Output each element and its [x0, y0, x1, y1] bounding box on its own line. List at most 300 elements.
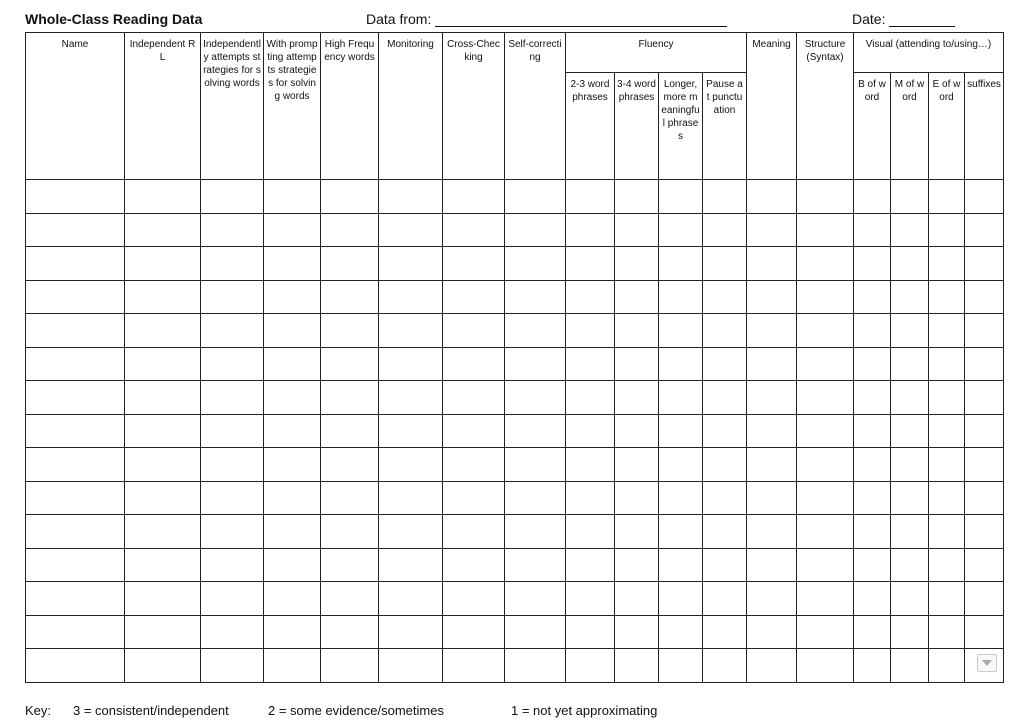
- table-cell[interactable]: [26, 649, 125, 683]
- table-cell[interactable]: [264, 247, 321, 281]
- table-cell[interactable]: [201, 515, 264, 549]
- table-cell[interactable]: [379, 481, 443, 515]
- col-header-visual: Visual (attending to/using…): [854, 33, 1004, 73]
- col-header-structure: Structure (Syntax): [797, 33, 854, 180]
- table-cell[interactable]: [566, 347, 615, 381]
- table-cell[interactable]: [26, 615, 125, 649]
- table-cell[interactable]: [379, 649, 443, 683]
- table-cell[interactable]: [321, 280, 379, 314]
- table-cell[interactable]: [891, 280, 929, 314]
- col-header-visual-sub: M of word: [891, 73, 929, 180]
- table-cell[interactable]: [443, 548, 505, 582]
- table-cell[interactable]: [659, 582, 703, 616]
- table-cell[interactable]: [929, 381, 965, 415]
- table-cell[interactable]: [505, 414, 566, 448]
- table-cell[interactable]: [505, 213, 566, 247]
- table-cell[interactable]: [965, 481, 1004, 515]
- table-cell[interactable]: [929, 448, 965, 482]
- table-cell[interactable]: [659, 548, 703, 582]
- table-cell[interactable]: [854, 582, 891, 616]
- table-cell[interactable]: [965, 381, 1004, 415]
- table-cell[interactable]: [929, 314, 965, 348]
- table-cell[interactable]: [929, 548, 965, 582]
- date-label: Date:: [852, 11, 886, 27]
- table-cell[interactable]: [264, 615, 321, 649]
- table-cell[interactable]: [321, 180, 379, 214]
- table-cell[interactable]: [379, 615, 443, 649]
- table-cell[interactable]: [659, 314, 703, 348]
- table-cell[interactable]: [929, 649, 965, 683]
- table-cell[interactable]: [379, 213, 443, 247]
- table-cell[interactable]: [125, 515, 201, 549]
- table-cell[interactable]: [615, 649, 659, 683]
- table-cell[interactable]: [264, 548, 321, 582]
- table-cell[interactable]: [929, 347, 965, 381]
- table-cell[interactable]: [797, 280, 854, 314]
- table-cell[interactable]: [797, 615, 854, 649]
- table-cell[interactable]: [891, 347, 929, 381]
- table-cell[interactable]: [566, 649, 615, 683]
- table-cell[interactable]: [747, 414, 797, 448]
- table-cell[interactable]: [659, 180, 703, 214]
- table-cell[interactable]: [703, 481, 747, 515]
- table-cell[interactable]: [891, 582, 929, 616]
- table-cell[interactable]: [125, 347, 201, 381]
- table-cell[interactable]: [703, 213, 747, 247]
- table-cell[interactable]: [201, 481, 264, 515]
- table-cell[interactable]: [891, 213, 929, 247]
- table-cell[interactable]: [615, 414, 659, 448]
- table-cell[interactable]: [443, 280, 505, 314]
- table-cell[interactable]: [125, 481, 201, 515]
- table-cell[interactable]: [797, 481, 854, 515]
- table-cell[interactable]: [797, 582, 854, 616]
- table-cell[interactable]: [891, 448, 929, 482]
- table-cell[interactable]: [264, 515, 321, 549]
- table-cell[interactable]: [615, 515, 659, 549]
- col-header-independently: Independently attempts strategies for solving words: [201, 33, 264, 180]
- table-cell[interactable]: [965, 582, 1004, 616]
- table-cell[interactable]: [965, 615, 1004, 649]
- table-cell[interactable]: [797, 180, 854, 214]
- table-cell[interactable]: [615, 280, 659, 314]
- table-cell[interactable]: [854, 180, 891, 214]
- table-cell[interactable]: [891, 247, 929, 281]
- table-cell[interactable]: [854, 414, 891, 448]
- table-cell[interactable]: [125, 582, 201, 616]
- table-cell[interactable]: [797, 448, 854, 482]
- table-row: [26, 582, 1004, 616]
- table-cell[interactable]: [891, 615, 929, 649]
- table-row: [26, 180, 1004, 214]
- table-cell[interactable]: [321, 314, 379, 348]
- table-cell[interactable]: [264, 213, 321, 247]
- table-cell[interactable]: [125, 180, 201, 214]
- table-cell[interactable]: [797, 649, 854, 683]
- key-label: Key:: [25, 703, 52, 718]
- table-cell[interactable]: [379, 314, 443, 348]
- table-cell[interactable]: [703, 247, 747, 281]
- table-cell[interactable]: [125, 448, 201, 482]
- table-cell[interactable]: [659, 381, 703, 415]
- col-header-fluency-sub: 2-3 word phrases: [566, 73, 615, 180]
- table-cell[interactable]: [891, 515, 929, 549]
- table-cell[interactable]: [379, 381, 443, 415]
- table-cell[interactable]: [703, 582, 747, 616]
- col-header-visual-sub: B of word: [854, 73, 891, 180]
- table-cell[interactable]: [747, 280, 797, 314]
- table-cell[interactable]: [929, 280, 965, 314]
- table-cell[interactable]: [321, 548, 379, 582]
- table-cell[interactable]: [929, 414, 965, 448]
- data-from-label: Data from:: [366, 11, 432, 27]
- table-cell[interactable]: [965, 180, 1004, 214]
- table-cell[interactable]: [505, 615, 566, 649]
- table-cell[interactable]: [566, 448, 615, 482]
- table-cell[interactable]: [201, 548, 264, 582]
- table-cell[interactable]: [703, 515, 747, 549]
- table-cell[interactable]: [854, 314, 891, 348]
- table-cell[interactable]: [201, 615, 264, 649]
- table-cell[interactable]: [615, 448, 659, 482]
- table-cell[interactable]: [659, 213, 703, 247]
- table-cell[interactable]: [965, 548, 1004, 582]
- table-cell[interactable]: [615, 615, 659, 649]
- table-cell[interactable]: [747, 615, 797, 649]
- table-cell[interactable]: [201, 347, 264, 381]
- table-cell[interactable]: [747, 448, 797, 482]
- table-cell[interactable]: [965, 247, 1004, 281]
- table-cell[interactable]: [201, 448, 264, 482]
- table-cell[interactable]: [321, 448, 379, 482]
- table-cell[interactable]: [566, 381, 615, 415]
- table-cell[interactable]: [264, 414, 321, 448]
- table-cell[interactable]: [929, 481, 965, 515]
- table-cell[interactable]: [26, 515, 125, 549]
- table-cell[interactable]: [615, 213, 659, 247]
- table-row: [26, 615, 1004, 649]
- table-cell[interactable]: [321, 213, 379, 247]
- table-cell[interactable]: [703, 615, 747, 649]
- table-cell[interactable]: [505, 347, 566, 381]
- table-cell[interactable]: [854, 213, 891, 247]
- table-cell[interactable]: [659, 347, 703, 381]
- table-cell[interactable]: [965, 414, 1004, 448]
- table-cell[interactable]: [747, 247, 797, 281]
- table-cell[interactable]: [703, 280, 747, 314]
- table-cell[interactable]: [505, 448, 566, 482]
- table-cell[interactable]: [797, 381, 854, 415]
- table-cell[interactable]: [659, 649, 703, 683]
- table-cell[interactable]: [615, 247, 659, 281]
- table-cell[interactable]: [321, 247, 379, 281]
- table-cell[interactable]: [747, 314, 797, 348]
- table-cell[interactable]: [125, 314, 201, 348]
- table-cell[interactable]: [443, 615, 505, 649]
- table-cell[interactable]: [891, 649, 929, 683]
- table-cell[interactable]: [854, 381, 891, 415]
- table-cell[interactable]: [26, 180, 125, 214]
- table-cell[interactable]: [965, 347, 1004, 381]
- table-cell[interactable]: [566, 582, 615, 616]
- table-cell[interactable]: [505, 314, 566, 348]
- cell-dropdown-icon[interactable]: [977, 654, 997, 672]
- table-cell[interactable]: [566, 615, 615, 649]
- table-cell[interactable]: [505, 649, 566, 683]
- table-cell[interactable]: [505, 280, 566, 314]
- table-cell[interactable]: [659, 247, 703, 281]
- table-cell[interactable]: [615, 481, 659, 515]
- col-header-name: Name: [26, 33, 125, 180]
- table-cell[interactable]: [443, 180, 505, 214]
- table-cell[interactable]: [747, 649, 797, 683]
- table-cell[interactable]: [26, 213, 125, 247]
- table-cell[interactable]: [443, 649, 505, 683]
- table-cell[interactable]: [566, 314, 615, 348]
- date-field: [852, 11, 955, 27]
- table-cell[interactable]: [26, 314, 125, 348]
- table-cell[interactable]: [659, 280, 703, 314]
- table-cell[interactable]: [929, 247, 965, 281]
- table-cell[interactable]: [379, 515, 443, 549]
- table-cell[interactable]: [615, 314, 659, 348]
- table-cell[interactable]: [201, 381, 264, 415]
- table-cell[interactable]: [659, 615, 703, 649]
- table-cell[interactable]: [26, 347, 125, 381]
- table-cell[interactable]: [26, 247, 125, 281]
- table-cell[interactable]: [443, 314, 505, 348]
- table-cell[interactable]: [125, 615, 201, 649]
- table-cell[interactable]: [747, 548, 797, 582]
- table-cell[interactable]: [566, 548, 615, 582]
- table-cell[interactable]: [26, 582, 125, 616]
- table-cell[interactable]: [443, 582, 505, 616]
- table-cell[interactable]: [443, 213, 505, 247]
- table-cell[interactable]: [566, 280, 615, 314]
- table-cell[interactable]: [891, 481, 929, 515]
- table-cell[interactable]: [264, 448, 321, 482]
- table-cell[interactable]: [201, 649, 264, 683]
- table-cell[interactable]: [264, 582, 321, 616]
- table-cell[interactable]: [321, 582, 379, 616]
- table-cell[interactable]: [26, 381, 125, 415]
- table-cell[interactable]: [505, 582, 566, 616]
- table-cell[interactable]: [201, 280, 264, 314]
- table-cell[interactable]: [797, 548, 854, 582]
- table-row: [26, 448, 1004, 482]
- table-cell[interactable]: [797, 414, 854, 448]
- table-cell[interactable]: [321, 414, 379, 448]
- table-cell[interactable]: [505, 247, 566, 281]
- table-cell[interactable]: [125, 414, 201, 448]
- table-cell[interactable]: [703, 448, 747, 482]
- table-cell[interactable]: [443, 381, 505, 415]
- table-cell[interactable]: [703, 414, 747, 448]
- table-cell[interactable]: [321, 649, 379, 683]
- table-cell[interactable]: [615, 347, 659, 381]
- table-cell[interactable]: [201, 414, 264, 448]
- table-cell[interactable]: [125, 548, 201, 582]
- table-cell[interactable]: [443, 247, 505, 281]
- table-row: [26, 247, 1004, 281]
- table-cell[interactable]: [854, 280, 891, 314]
- table-cell[interactable]: [891, 414, 929, 448]
- table-cell[interactable]: [264, 481, 321, 515]
- table-cell[interactable]: [703, 314, 747, 348]
- table-cell[interactable]: [747, 180, 797, 214]
- table-cell[interactable]: [201, 247, 264, 281]
- table-cell[interactable]: [747, 381, 797, 415]
- table-cell[interactable]: [505, 180, 566, 214]
- table-cell[interactable]: [125, 381, 201, 415]
- table-cell[interactable]: [854, 548, 891, 582]
- table-cell[interactable]: [747, 347, 797, 381]
- table-cell[interactable]: [321, 615, 379, 649]
- table-cell[interactable]: [26, 548, 125, 582]
- table-cell[interactable]: [379, 347, 443, 381]
- table-cell[interactable]: [615, 548, 659, 582]
- table-cell[interactable]: [26, 280, 125, 314]
- table-cell[interactable]: [929, 515, 965, 549]
- table-cell[interactable]: [891, 548, 929, 582]
- table-cell[interactable]: [379, 448, 443, 482]
- table-cell[interactable]: [125, 649, 201, 683]
- table-cell[interactable]: [703, 180, 747, 214]
- table-cell[interactable]: [379, 414, 443, 448]
- table-cell[interactable]: [965, 213, 1004, 247]
- table-cell[interactable]: [566, 414, 615, 448]
- table-cell[interactable]: [854, 615, 891, 649]
- table-cell[interactable]: [443, 347, 505, 381]
- table-cell[interactable]: [703, 548, 747, 582]
- table-cell[interactable]: [125, 247, 201, 281]
- table-cell[interactable]: [929, 615, 965, 649]
- table-cell[interactable]: [264, 381, 321, 415]
- table-cell[interactable]: [125, 213, 201, 247]
- table-cell[interactable]: [566, 247, 615, 281]
- table-cell[interactable]: [797, 247, 854, 281]
- table-cell[interactable]: [854, 247, 891, 281]
- table-cell[interactable]: [747, 481, 797, 515]
- table-cell[interactable]: [125, 280, 201, 314]
- table-cell[interactable]: [201, 180, 264, 214]
- table-cell[interactable]: [443, 414, 505, 448]
- table-cell[interactable]: [26, 481, 125, 515]
- page-title: Whole-Class Reading Data: [25, 11, 203, 27]
- table-cell[interactable]: [264, 314, 321, 348]
- col-header-fluency: Fluency: [566, 33, 747, 73]
- table-body: [26, 180, 1004, 683]
- table-cell[interactable]: [703, 347, 747, 381]
- table-cell[interactable]: [615, 381, 659, 415]
- col-header-fluency-sub: Longer, more meaningful phrases: [659, 73, 703, 180]
- table-cell[interactable]: [505, 381, 566, 415]
- table-cell[interactable]: [443, 481, 505, 515]
- table-cell[interactable]: [201, 314, 264, 348]
- table-row: [26, 548, 1004, 582]
- table-cell[interactable]: [747, 515, 797, 549]
- table-cell[interactable]: [965, 280, 1004, 314]
- table-cell[interactable]: [797, 314, 854, 348]
- table-cell[interactable]: [929, 213, 965, 247]
- table-cell[interactable]: [703, 649, 747, 683]
- table-cell[interactable]: [965, 448, 1004, 482]
- table-cell[interactable]: [264, 180, 321, 214]
- table-cell[interactable]: [566, 180, 615, 214]
- table-cell[interactable]: [615, 180, 659, 214]
- table-cell[interactable]: [615, 582, 659, 616]
- table-cell[interactable]: [321, 481, 379, 515]
- table-cell[interactable]: [26, 448, 125, 482]
- table-cell[interactable]: [379, 548, 443, 582]
- table-row: [26, 347, 1004, 381]
- date-blank[interactable]: [889, 12, 955, 27]
- table-cell[interactable]: [505, 481, 566, 515]
- table-cell[interactable]: [854, 515, 891, 549]
- table-row: [26, 213, 1004, 247]
- table-row: [26, 515, 1004, 549]
- table-cell[interactable]: [797, 213, 854, 247]
- table-cell[interactable]: [747, 582, 797, 616]
- table-cell[interactable]: [659, 481, 703, 515]
- col-header-independent-rl: Independent RL: [125, 33, 201, 180]
- table-cell[interactable]: [201, 582, 264, 616]
- table-cell[interactable]: [264, 347, 321, 381]
- table-cell[interactable]: [797, 515, 854, 549]
- table-cell[interactable]: [703, 381, 747, 415]
- table-cell[interactable]: [379, 280, 443, 314]
- table-cell[interactable]: [26, 414, 125, 448]
- table-cell[interactable]: [659, 448, 703, 482]
- table-cell[interactable]: [321, 347, 379, 381]
- table-cell[interactable]: [854, 481, 891, 515]
- data-from-blank[interactable]: [435, 12, 727, 27]
- table-cell[interactable]: [929, 582, 965, 616]
- table-cell[interactable]: [505, 515, 566, 549]
- table-cell[interactable]: [747, 213, 797, 247]
- table-cell[interactable]: [566, 481, 615, 515]
- table-cell[interactable]: [929, 180, 965, 214]
- table-cell[interactable]: [854, 347, 891, 381]
- reading-data-table: [25, 32, 1004, 683]
- table-cell[interactable]: [264, 649, 321, 683]
- table-cell[interactable]: [891, 314, 929, 348]
- table-cell[interactable]: [854, 448, 891, 482]
- table-cell[interactable]: [659, 414, 703, 448]
- table-cell[interactable]: [321, 515, 379, 549]
- table-cell[interactable]: [443, 515, 505, 549]
- table-cell[interactable]: [566, 213, 615, 247]
- table-cell[interactable]: [566, 515, 615, 549]
- table-cell[interactable]: [264, 280, 321, 314]
- table-cell[interactable]: [891, 381, 929, 415]
- table-cell[interactable]: [797, 347, 854, 381]
- table-cell[interactable]: [854, 649, 891, 683]
- table-cell[interactable]: [201, 213, 264, 247]
- col-header-cross-checking: Cross-Checking: [443, 33, 505, 180]
- table-cell[interactable]: [505, 548, 566, 582]
- table-cell[interactable]: [965, 515, 1004, 549]
- col-header-with-prompting: With prompting attempts strategies for solving words: [264, 33, 321, 180]
- table-cell[interactable]: [379, 180, 443, 214]
- table-cell[interactable]: [379, 582, 443, 616]
- table-cell[interactable]: [659, 515, 703, 549]
- table-cell[interactable]: [443, 448, 505, 482]
- table-cell[interactable]: [321, 381, 379, 415]
- table-cell[interactable]: [965, 314, 1004, 348]
- table-cell[interactable]: [379, 247, 443, 281]
- table-cell[interactable]: [891, 180, 929, 214]
